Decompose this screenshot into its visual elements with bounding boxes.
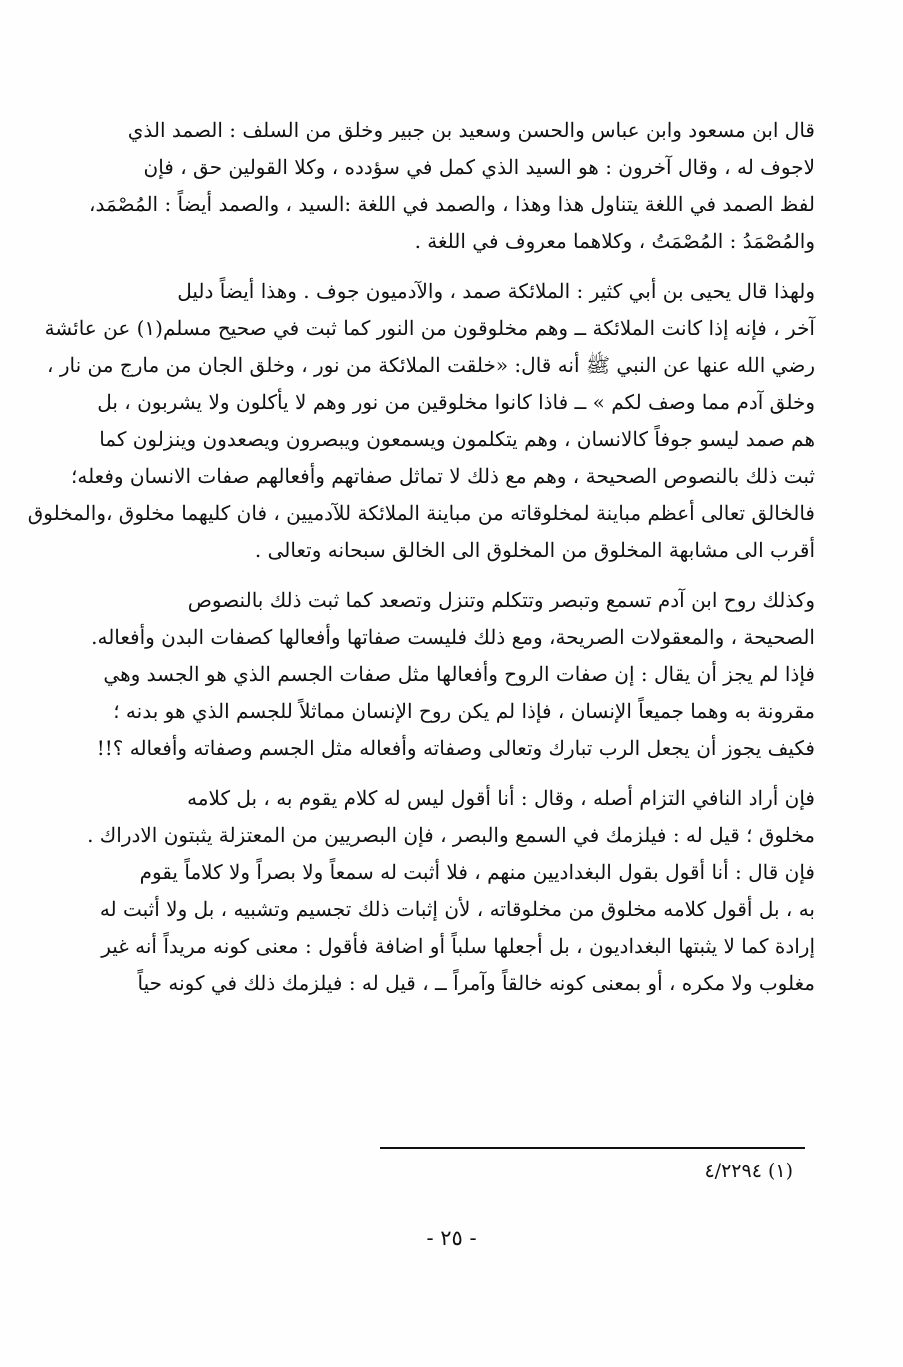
text-line: وخلق آدم مما وصف لكم » ــ فاذا كانوا مخلوقين من نور وهم لا يأكلون ولا يشربون ، بل — [97, 390, 815, 414]
text-line: وكذلك روح ابن آدم تسمع وتبصر وتتكلم وتنزل وتصعد كما ثبت ذلك بالنصوص — [187, 588, 815, 612]
footnote: (١) ٤/٢٢٩٤ — [704, 1160, 793, 1182]
text-line: هم صمد ليسو جوفاً كالانسان ، وهم يتكلمون ويسمعون ويبصرون ويصعدون وينزلون كما — [99, 427, 815, 451]
text-line: رضي الله عنها عن النبي ﷺ أنه قال: «خلقت الملائكة من نور ، وخلق الجان من مارج من نار ، — [47, 353, 815, 377]
page-number: - ٢٥ - — [426, 1226, 477, 1250]
text-line: فكيف يجوز أن يجعل الرب تبارك وتعالى وصفاته وأفعاله مثل الجسم وصفاته وأفعاله ؟!! — [96, 736, 815, 760]
paragraph-2 — [27, 273, 815, 569]
text-line: إرادة كما لا يثبتها البغداديون ، بل أجعلها سلباً أو اضافة فأقول : معنى كونه مريداً أنه غير — [101, 934, 815, 958]
text-line: فإن قال : أنا أقول بقول البغداديين منهم ، فلا أثبت له سمعاً ولا بصراً ولا كلاماً يقوم — [139, 860, 815, 884]
text-line: ولهذا قال يحيى بن أبي كثير : الملائكة صمد ، والآدميون جوف . وهذا أيضاً دليل — [177, 279, 815, 303]
text-line: مقرونة به وهما جميعاً الإنسان ، فإذا لم يكن روح الإنسان مماثلاً للجسم الذي هو بدنه ؛ — [113, 699, 815, 723]
text-line: لاجوف له ، وقال آخرون : هو السيد الذي كمل في سؤدده ، وكلا القولين حق ، فإن — [143, 155, 815, 179]
text-line: والمُصْمَدُ : المُصْمَتُ ، وكلاهما معروف في اللغة . — [414, 229, 815, 253]
text-line: فالخالق تعالى أعظم مباينة لمخلوقاته من مباينة الملائكة للآدميين ، فان كليهما مخلوق ،والمخلوق — [27, 501, 815, 525]
text-line: قال ابن مسعود وابن عباس والحسن وسعيد بن جبير وخلق من السلف : الصمد الذي — [127, 118, 815, 142]
body-text — [27, 112, 815, 1015]
text-line: أقرب الى مشابهة المخلوق من المخلوق الى الخالق سبحانه وتعالى . — [254, 538, 815, 562]
text-line: مخلوق ؛ قيل له : فيلزمك في السمع والبصر ، فإن البصريين من المعتزلة يثبتون الادراك . — [87, 823, 815, 847]
text-line: الصحيحة ، والمعقولات الصريحة، ومع ذلك فليست صفاتها وأفعالها كصفات البدن وأفعاله. — [91, 625, 815, 649]
paragraph-1 — [89, 112, 815, 260]
text-line: به ، بل أقول كلامه مخلوق من مخلوقاته ، لأن إثبات ذلك تجسيم وتشبيه ، بل ولا أثبت له — [99, 897, 815, 921]
text-line: آخر ، فإنه إذا كانت الملائكة ــ وهم مخلوقون من النور كما ثبت في صحيح مسلم(١) عن عائشة — [44, 316, 815, 340]
text-line: لفظ الصمد في اللغة يتناول هذا وهذا ، والصمد في اللغة :السيد ، والصمد أيضاً : المُصْمَد، — [89, 192, 815, 216]
paragraph-3 — [91, 582, 815, 767]
text-line: فإن أراد النافي التزام أصله ، وقال : أنا أقول ليس له كلام يقوم به ، بل كلامه — [187, 786, 815, 810]
text-line: مغلوب ولا مكره ، أو بمعنى كونه خالقاً وآمراً ــ ، قيل له : فيلزمك ذلك في كونه حياً — [137, 971, 815, 995]
footnote-divider — [380, 1147, 805, 1149]
paragraph-4 — [87, 780, 815, 1002]
text-line: ثبت ذلك بالنصوص الصحيحة ، وهم مع ذلك لا تماثل صفاتهم وأفعالهم صفات الانسان وفعله؛ — [70, 464, 815, 488]
text-line: فإذا لم يجز أن يقال : إن صفات الروح وأفعالها مثل صفات الجسم الذي هو الجسد وهي — [103, 662, 815, 686]
